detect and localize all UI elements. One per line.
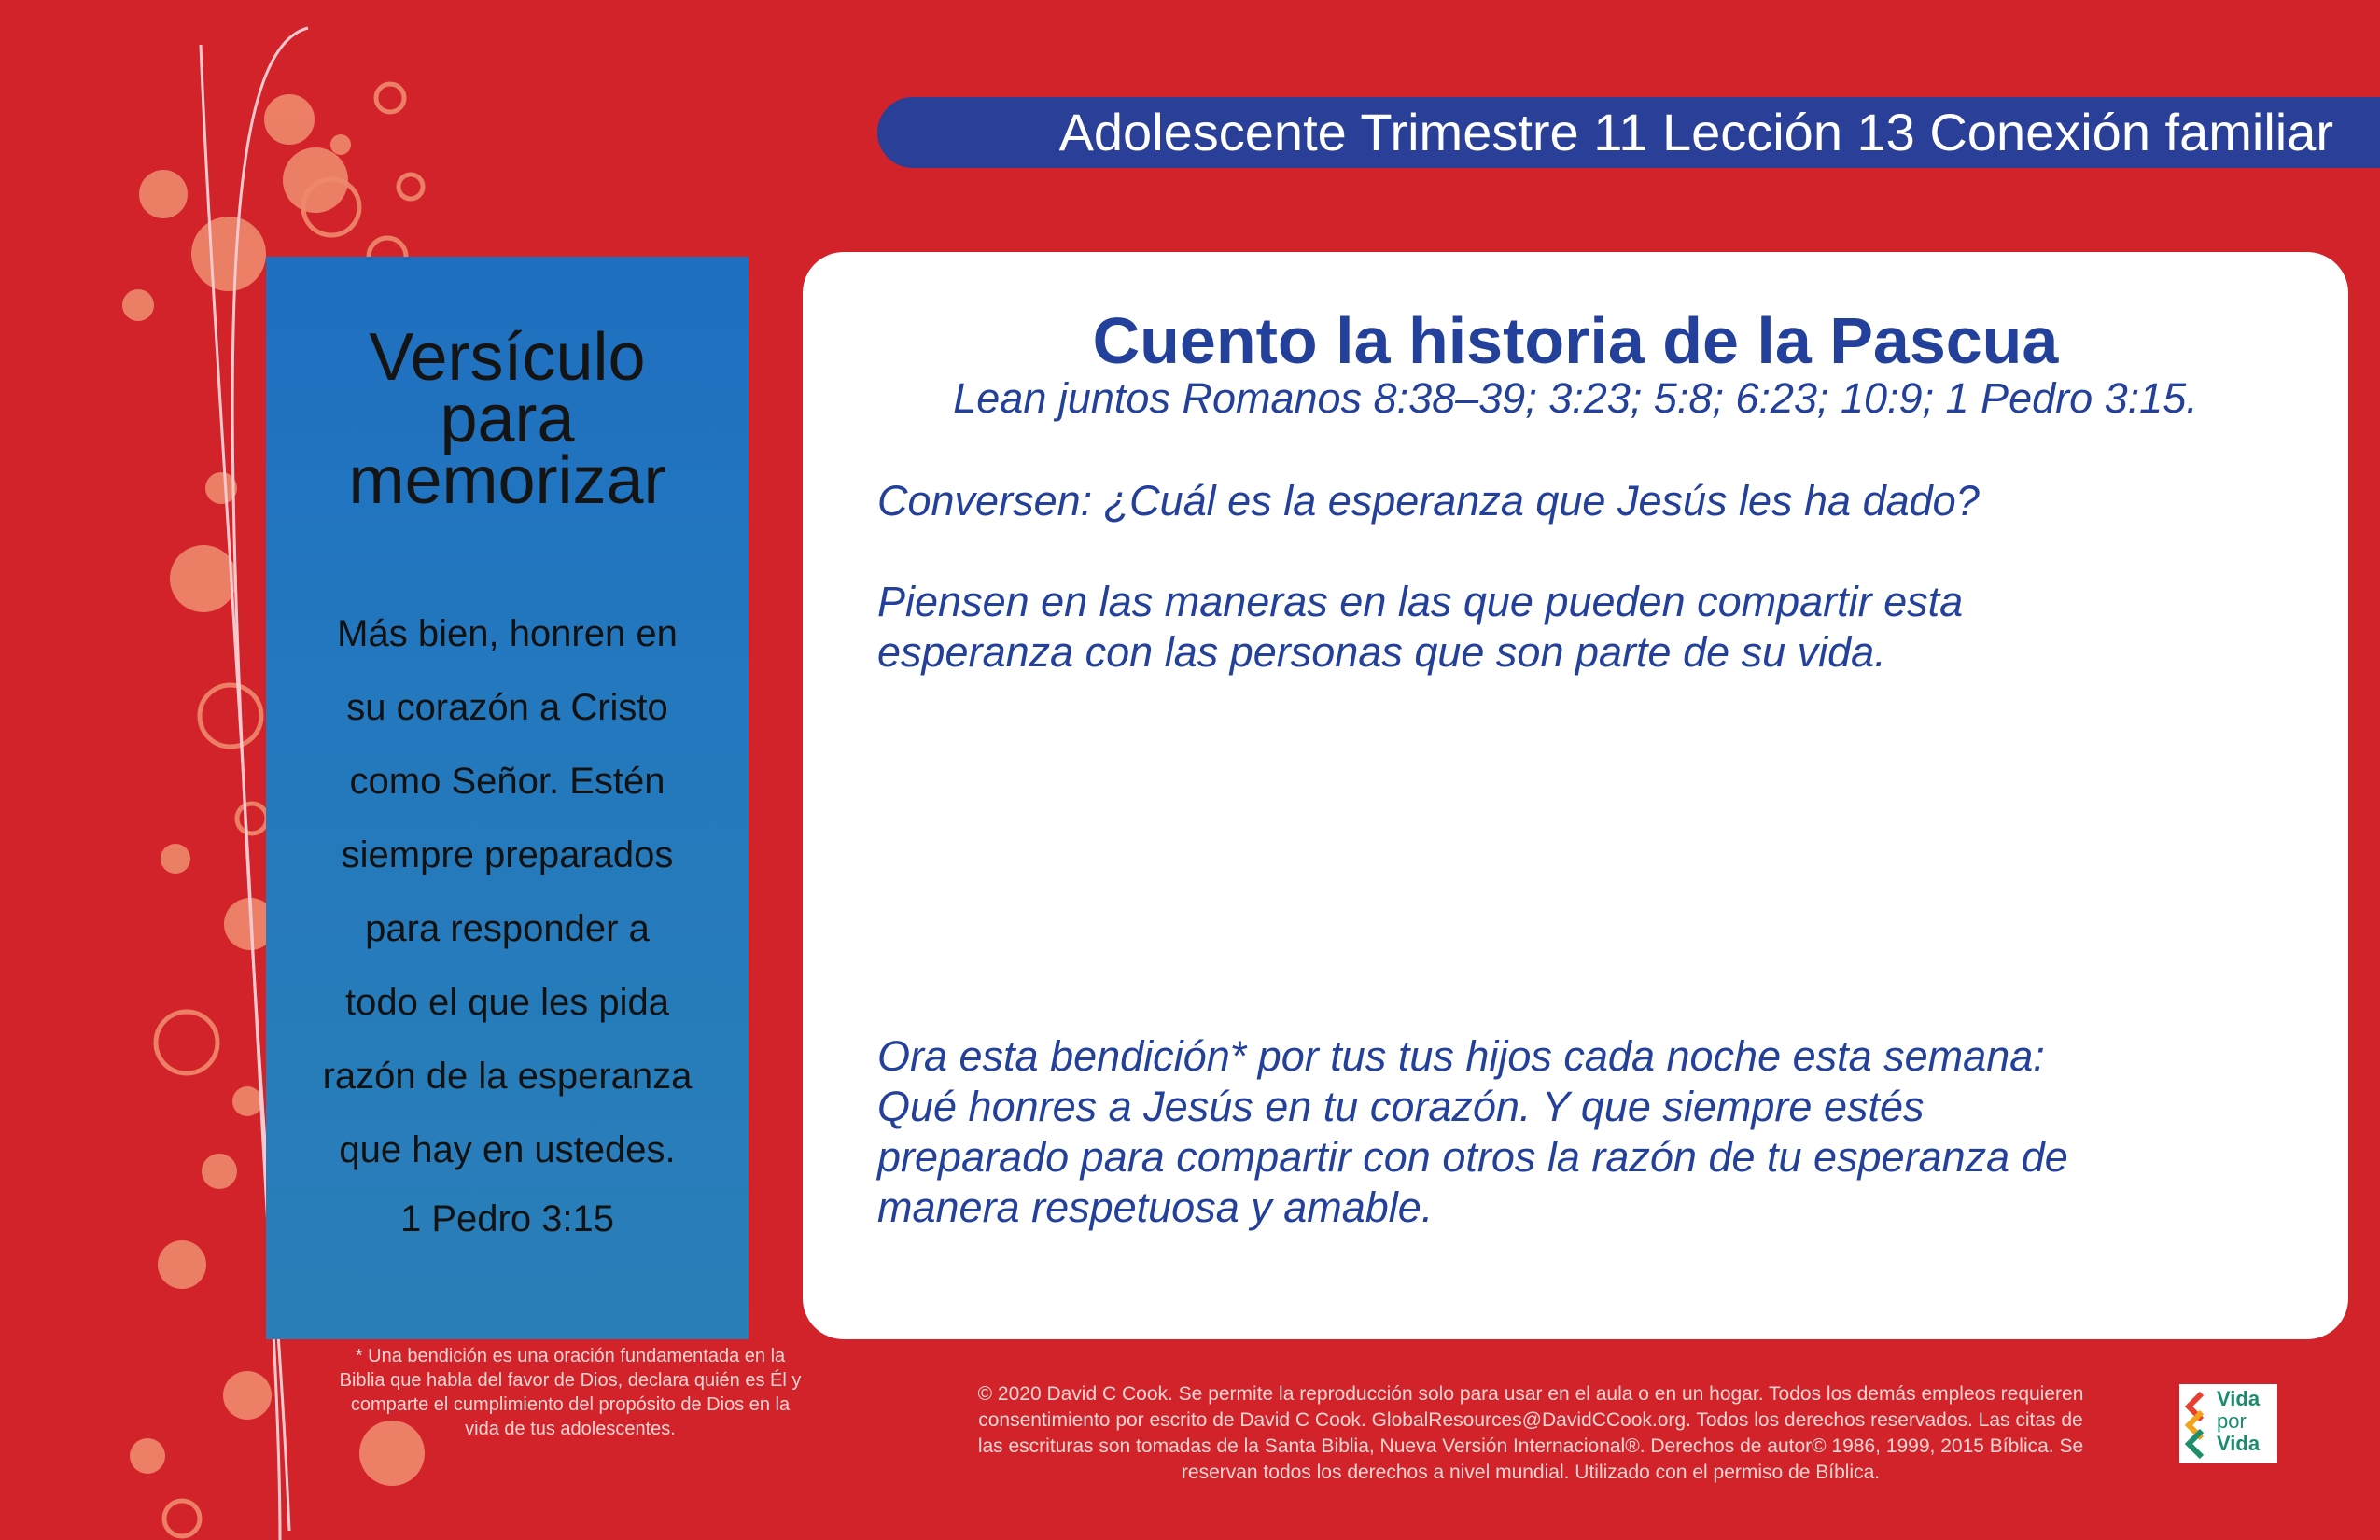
memory-verse-line: Más bien, honren en [337, 613, 678, 654]
memory-verse-line: razón de la esperanza [322, 1056, 693, 1097]
memory-verse-reference: 1 Pedro 3:15 [399, 1198, 615, 1239]
logo-word: Vida [2217, 1387, 2261, 1410]
blessing-line: Qué honres a Jesús en tu corazón. Y que siempre estés [877, 1083, 1925, 1130]
memory-verse-title-line: para [440, 382, 575, 456]
blessing-prompt [877, 1031, 2277, 1233]
memory-verse-line: para responder a [365, 908, 650, 949]
blessing-line: manera respetuosa y amable. [877, 1183, 1434, 1231]
logo-text [2217, 1388, 2260, 1455]
memory-verse-text [285, 597, 730, 1247]
lesson-card [803, 252, 2348, 1339]
blessing-line: Ora esta bendición* por tus tus hijos cada noche esta semana: [877, 1032, 2045, 1080]
copyright-line: consentimiento por escrito de David C Cook. GlobalResources@DavidCCook.org. Todos los derechos reservados. Las citas de [978, 1409, 2083, 1431]
card-title: Cuento la historia de la Pascua [1092, 304, 2059, 377]
copyright-line: © 2020 David C Cook. Se permite la reproducción solo para usar en el aula o en un hogar. Todos los demás empleos requieren [977, 1383, 2084, 1405]
think-line: esperanza con las personas que son parte de su vida. [877, 628, 1886, 676]
footnote-line: * Una bendición es una oración fundamentada en la [355, 1346, 786, 1366]
card-subtitle: Lean juntos Romanos 8:38–39; 3:23; 5:8; 6:23; 10:9; 1 Pedro 3:15. [953, 374, 2198, 422]
copyright-line: las escrituras son tomadas de la Santa Biblia, Nueva Versión Internacional®. Derechos de autor© 1986, 1999, 2015 Bíblica. Se [977, 1435, 2084, 1457]
think-prompt [877, 577, 2277, 678]
logo-ribbon-icon [2181, 1384, 2219, 1463]
memory-verse-title-line: Versículo [369, 320, 646, 395]
vida-por-vida-logo [2179, 1384, 2277, 1463]
memory-verse-line: que hay en ustedes. [339, 1129, 676, 1170]
memory-verse-line: todo el que les pida [345, 982, 669, 1023]
copyright-notice [891, 1381, 2170, 1486]
memory-verse-title-line: memorizar [348, 443, 666, 518]
footnote-line: vida de tus adolescentes. [465, 1419, 676, 1439]
footnote-line: comparte el cumplimiento del propósito de Dios en la [350, 1394, 791, 1415]
memory-verse-line: su corazón a Cristo [346, 687, 668, 728]
blessing-footnote [306, 1344, 834, 1441]
memory-verse-title [266, 320, 749, 518]
footnote-line: Biblia que habla del favor de Dios, declara quién es Él y [339, 1370, 802, 1391]
header-title-band [877, 97, 2380, 168]
logo-word: Vida [2217, 1432, 2261, 1455]
memory-verse-line: como Señor. Estén [349, 761, 665, 802]
memory-verse-panel [266, 257, 749, 1339]
discuss-prompt: Conversen: ¿Cuál es la esperanza que Jesús les ha dado? [877, 477, 1980, 525]
blessing-line: preparado para compartir con otros la razón de tu esperanza de [877, 1133, 2068, 1181]
copyright-line: reservan todos los derechos a nivel mundial. Utilizado con el permiso de Bíblica. [1181, 1462, 1881, 1483]
think-line: Piensen en las maneras en las que pueden compartir esta [877, 578, 1964, 625]
logo-word: por [2217, 1409, 2247, 1433]
header-title: Adolescente Trimestre 11 Lección 13 Conexión familiar [1058, 103, 2333, 161]
memory-verse-line: siempre preparados [341, 834, 674, 875]
